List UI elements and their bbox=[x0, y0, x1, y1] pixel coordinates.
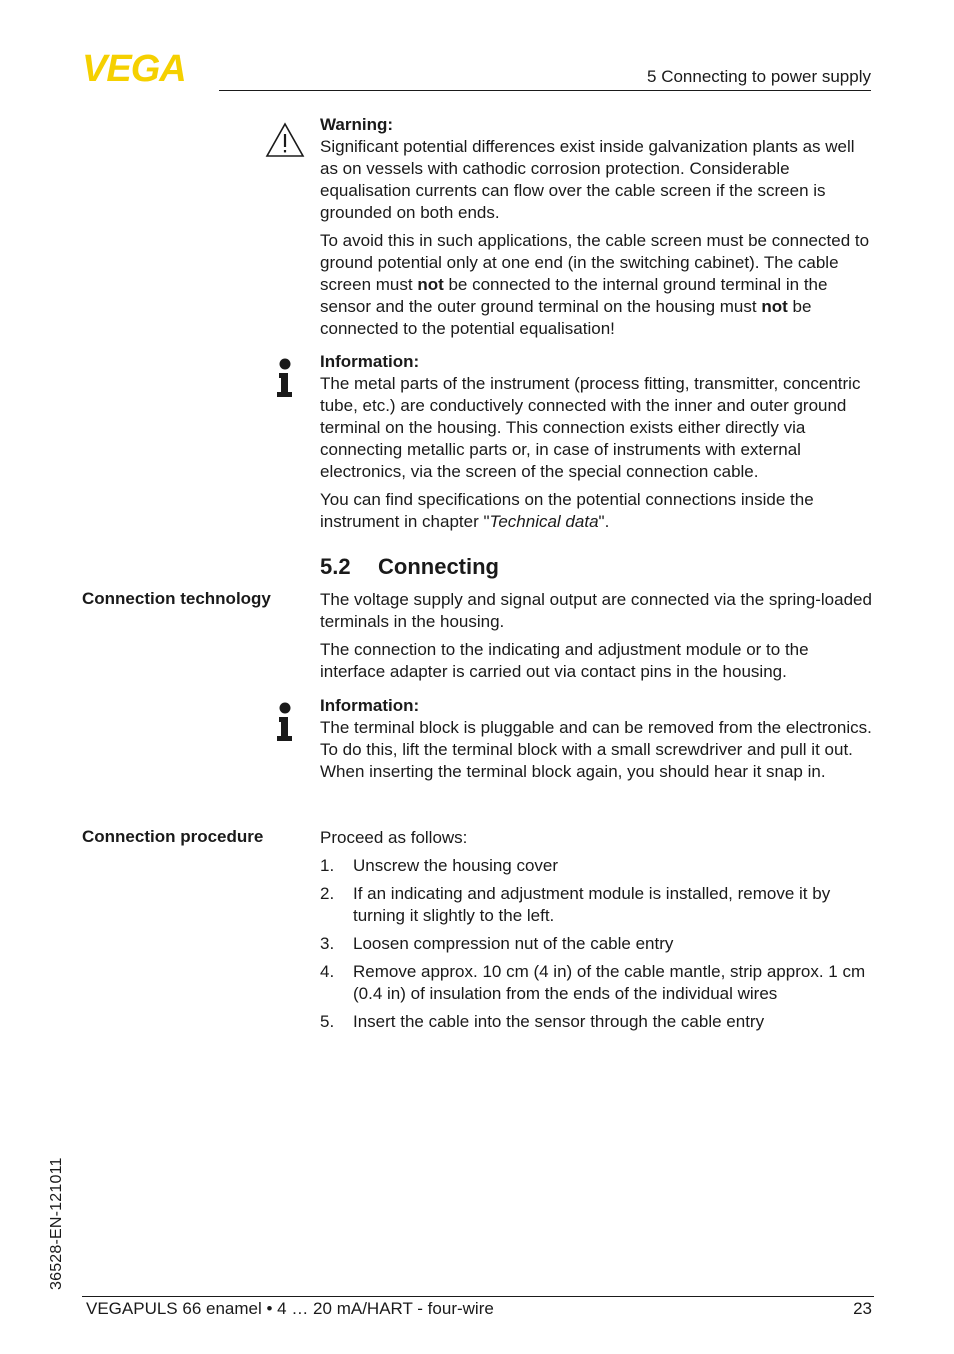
warning-title: Warning: bbox=[320, 115, 394, 134]
vega-logo bbox=[82, 50, 212, 84]
info-block-1 bbox=[320, 351, 876, 539]
section-number: 5.2 bbox=[320, 554, 351, 579]
footer-title: VEGAPULS 66 enamel • 4 … 20 mA/HART - four-wire bbox=[86, 1299, 494, 1318]
information-icon bbox=[275, 702, 295, 742]
warning-paragraph-2: To avoid this in such applications, the cable screen must be connected to ground potential only at one end (in the switching cabinet). The cable screen must not be connected to the internal ground terminal in the sensor and the outer ground terminal on the housing must not be connected to the potential equalisation! bbox=[320, 231, 870, 338]
procedure-steps bbox=[320, 855, 876, 1033]
info-title-2: Information: bbox=[320, 696, 420, 715]
information-icon bbox=[275, 358, 295, 398]
connection-technology-text bbox=[320, 589, 876, 689]
section-heading bbox=[320, 554, 499, 580]
connection-technology-paragraph-2: The connection to the indicating and adjustment module or to the interface adapter is carried out via contact pins in the housing. bbox=[320, 640, 809, 681]
section-title: Connecting bbox=[378, 554, 499, 579]
warning-paragraph-1: Significant potential differences exist inside galvanization plants as well as on vessels with cathodic corrosion protection. Considerable equalisation currents can flow over the cable screen if the screen is grounded on both ends. bbox=[320, 137, 855, 222]
list-item: 2. If an indicating and adjustment module is installed, remove it by turning it slightly to the left. bbox=[320, 884, 831, 925]
header-divider bbox=[219, 90, 871, 91]
header-section-title: 5 Connecting to power supply bbox=[647, 67, 871, 86]
document-code: 36528-EN-121011 bbox=[48, 1157, 65, 1290]
info-1-paragraph-2: You can find specifications on the potential connections inside the instrument in chapter "Technical data". bbox=[320, 490, 814, 531]
connection-procedure-label: Connection procedure bbox=[82, 827, 264, 846]
list-item: 5. Insert the cable into the sensor through the cable entry bbox=[320, 1012, 765, 1031]
info-2-paragraph-1: The terminal block is pluggable and can be removed from the electronics. To do this, lift the terminal block with a small screwdriver and pull it out. When inserting the terminal block again, you should hear it snap in. bbox=[320, 718, 872, 781]
warning-triangle-icon bbox=[265, 122, 305, 158]
info-title-1: Information: bbox=[320, 352, 420, 371]
page-number: 23 bbox=[853, 1299, 872, 1318]
warning-block bbox=[320, 114, 876, 346]
connection-technology-paragraph-1: The voltage supply and signal output are connected via the spring-loaded terminals in the housing. bbox=[320, 590, 872, 631]
info-block-2 bbox=[320, 695, 876, 789]
procedure-intro: Proceed as follows: bbox=[320, 828, 468, 847]
list-item: 1. Unscrew the housing cover bbox=[320, 856, 559, 875]
connection-procedure-text bbox=[320, 827, 876, 1039]
info-1-paragraph-1: The metal parts of the instrument (process fitting, transmitter, concentric tube, etc.) are conductively connected with the inner and outer ground terminal on the housing. This connection exists either directly via connecting metallic parts or, in case of instruments with external electronics, via the screen of the special connection cable. bbox=[320, 374, 861, 481]
footer-divider bbox=[82, 1296, 874, 1297]
connection-technology-label: Connection technology bbox=[82, 589, 271, 608]
list-item: 4. Remove approx. 10 cm (4 in) of the cable mantle, strip approx. 1 cm (0.4 in) of insulation from the ends of the individual wires bbox=[320, 962, 866, 1003]
logo-text: VEGA bbox=[82, 50, 186, 84]
list-item: 3. Loosen compression nut of the cable entry bbox=[320, 934, 674, 953]
